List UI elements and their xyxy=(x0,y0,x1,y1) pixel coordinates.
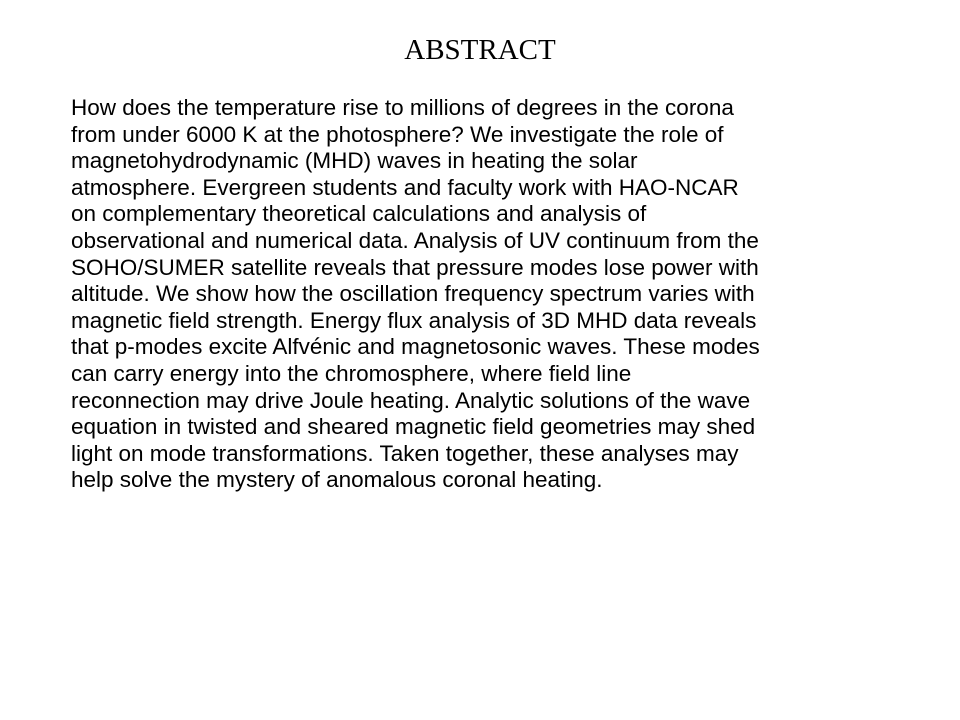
abstract-line: magnetic field strength. Energy flux analysis of 3D MHD data reveals xyxy=(71,307,757,333)
abstract-line: How does the temperature rise to millions of degrees in the corona xyxy=(71,95,734,120)
abstract-line: that p-modes excite Alfvénic and magnetosonic waves. These modes xyxy=(71,334,760,360)
abstract-line: atmosphere. Evergreen students and faculty work with HAO-NCAR xyxy=(71,174,739,200)
abstract-body xyxy=(71,95,901,494)
abstract-line: help solve the mystery of anomalous coronal heating. xyxy=(71,467,603,493)
abstract-line: can carry energy into the chromosphere, where field line xyxy=(71,360,632,386)
page-title: ABSTRACT xyxy=(404,34,556,66)
abstract-line: altitude. We show how the oscillation frequency spectrum varies with xyxy=(71,281,755,307)
abstract-line: on complementary theoretical calculations and analysis of xyxy=(71,201,647,227)
abstract-line: reconnection may drive Joule heating. Analytic solutions of the wave xyxy=(71,387,751,413)
abstract-line: magnetohydrodynamic (MHD) waves in heating the solar xyxy=(71,148,638,174)
abstract-line: light on mode transformations. Taken together, these analyses may xyxy=(71,440,739,466)
abstract-line: SOHO/SUMER satellite reveals that pressure modes lose power with xyxy=(71,254,759,280)
abstract-line: equation in twisted and sheared magnetic field geometries may shed xyxy=(71,414,756,440)
abstract-line: observational and numerical data. Analysis of UV continuum from the xyxy=(71,227,759,253)
abstract-line: from under 6000 K at the photosphere? We investigate the role of xyxy=(71,121,724,147)
